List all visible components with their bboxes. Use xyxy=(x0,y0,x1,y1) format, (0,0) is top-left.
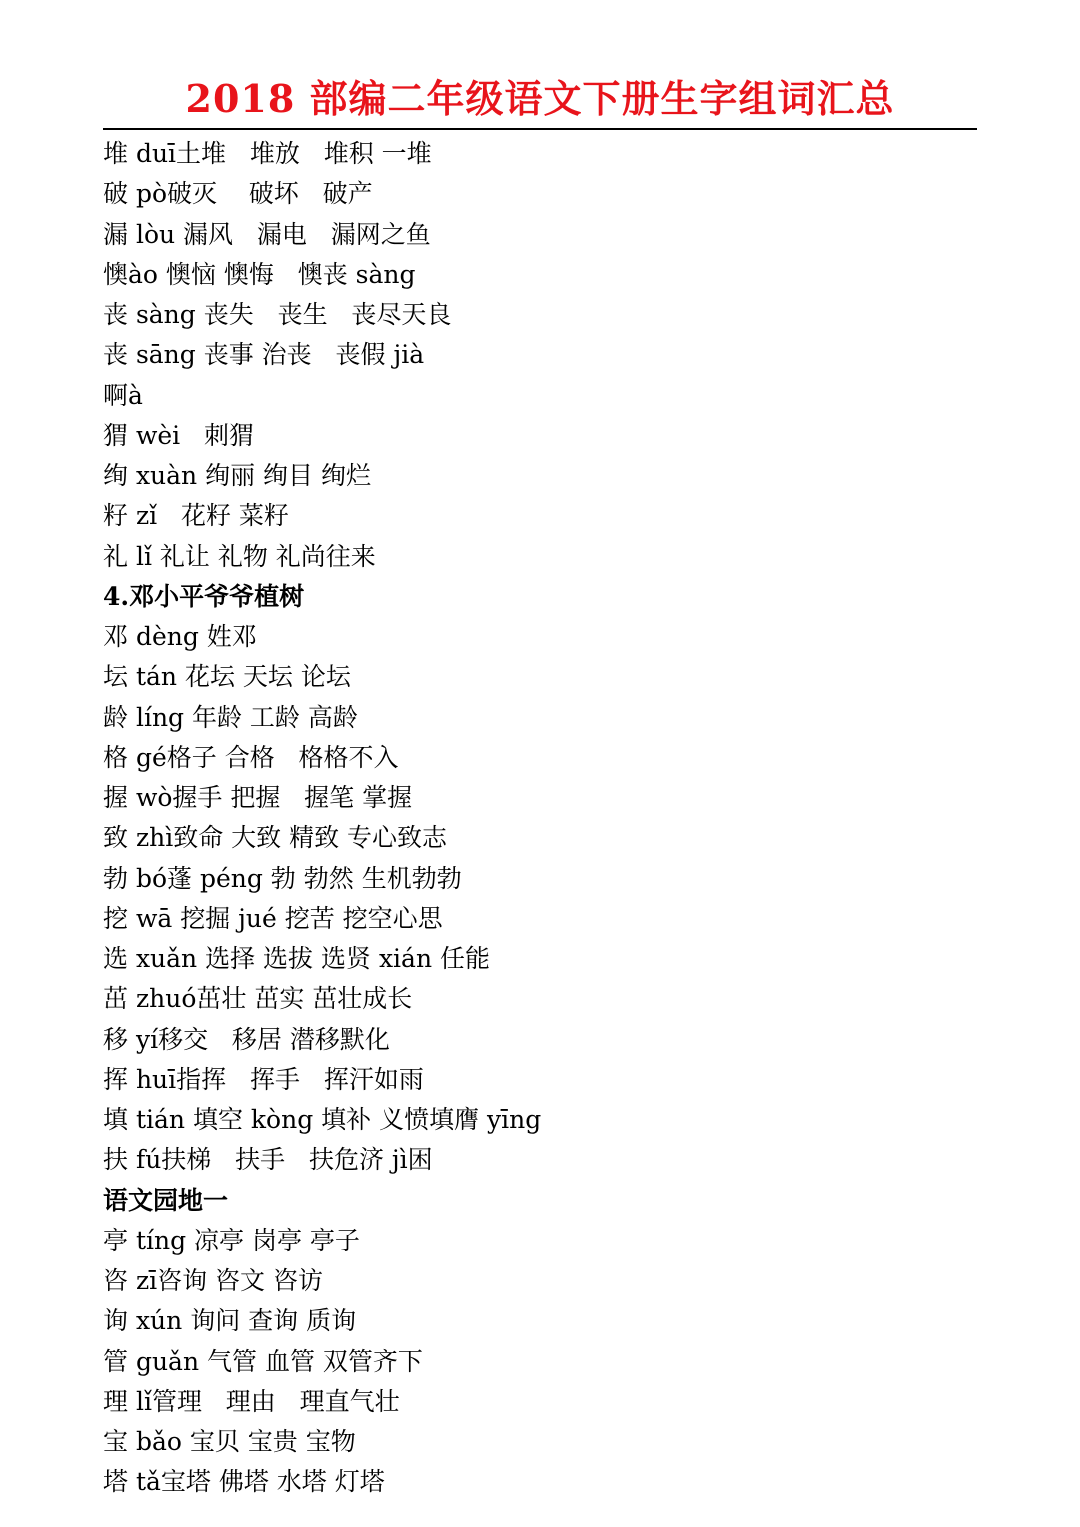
vocabulary-entry: 啊à xyxy=(103,380,143,410)
vocabulary-entry: 塔 tǎ宝塔 佛塔 水塔 灯塔 xyxy=(103,1467,385,1497)
title-divider xyxy=(103,128,977,130)
vocabulary-entry: 填 tián 填空 kòng 填补 义愤填膺 yīng xyxy=(103,1105,542,1134)
vocabulary-entry: 丧 sàng 丧失 丧生 丧尽天良 xyxy=(103,300,452,329)
vocabulary-entry: 握 wò握手 把握 握笔 掌握 xyxy=(103,783,413,812)
vocabulary-entry: 咨 zī咨询 咨文 咨访 xyxy=(103,1266,324,1295)
vocabulary-entry: 堆 duī土堆 堆放 堆积 一堆 xyxy=(103,139,432,168)
vocabulary-entry: 漏 lòu 漏风 漏电 漏网之鱼 xyxy=(103,219,431,249)
vocabulary-entry: 绚 xuàn 绚丽 绚目 绚烂 xyxy=(103,461,371,490)
vocabulary-entry: 管 guǎn 气管 血管 双管齐下 xyxy=(103,1346,423,1376)
section-heading: 语文园地一 xyxy=(103,1185,229,1215)
vocabulary-entry: 龄 líng 年龄 工龄 高龄 xyxy=(103,702,358,732)
vocabulary-entry: 格 gé格子 合格 格格不入 xyxy=(103,742,399,772)
vocabulary-entry: 邓 dèng 姓邓 xyxy=(103,622,257,651)
section-heading: 4.邓小平爷爷植树 xyxy=(103,581,305,611)
vocabulary-entry: 扶 fú扶梯 扶手 扶危济 jì困 xyxy=(103,1145,433,1175)
vocabulary-entry: 勃 bó蓬 péng 勃 勃然 生机勃勃 xyxy=(103,863,462,893)
vocabulary-entry: 礼 lǐ 礼让 礼物 礼尚往来 xyxy=(103,541,376,571)
vocabulary-entry: 亭 tíng 凉亭 岗亭 亭子 xyxy=(103,1225,360,1255)
vocabulary-entry: 移 yí移交 移居 潜移默化 xyxy=(103,1024,390,1054)
vocabulary-entry: 破 pò破灭 破坏 破产 xyxy=(103,179,373,209)
vocabulary-entry: 丧 sāng 丧事 治丧 丧假 jià xyxy=(103,340,425,370)
vocabulary-entry: 挥 huī指挥 挥手 挥汗如雨 xyxy=(103,1064,424,1094)
vocabulary-entry: 坛 tán 花坛 天坛 论坛 xyxy=(103,662,351,692)
vocabulary-entry: 宝 bǎo 宝贝 宝贵 宝物 xyxy=(103,1427,356,1456)
vocabulary-entry: 致 zhì致命 大致 精致 专心致志 xyxy=(103,823,448,853)
vocabulary-entry: 挖 wā 挖掘 jué 挖苦 挖空心思 xyxy=(103,903,443,933)
vocabulary-entry: 猬 wèi 刺猬 xyxy=(103,420,254,450)
vocabulary-entry: 询 xún 询问 查询 质询 xyxy=(103,1306,357,1336)
vocabulary-entry: 理 lǐ管理 理由 理直气壮 xyxy=(103,1386,400,1416)
vocabulary-list xyxy=(103,134,1003,1503)
document-title: 2018 部编二年级语文下册生字组词汇总 xyxy=(185,76,895,121)
vocabulary-entry: 籽 zǐ 花籽 菜籽 xyxy=(103,501,289,531)
vocabulary-entry: 选 xuǎn 选择 选拔 选贤 xián 任能 xyxy=(103,944,490,973)
vocabulary-entry: 茁 zhuó茁壮 茁实 茁壮成长 xyxy=(103,984,413,1014)
vocabulary-entry: 懊ào 懊恼 懊悔 懊丧 sàng xyxy=(103,259,416,289)
